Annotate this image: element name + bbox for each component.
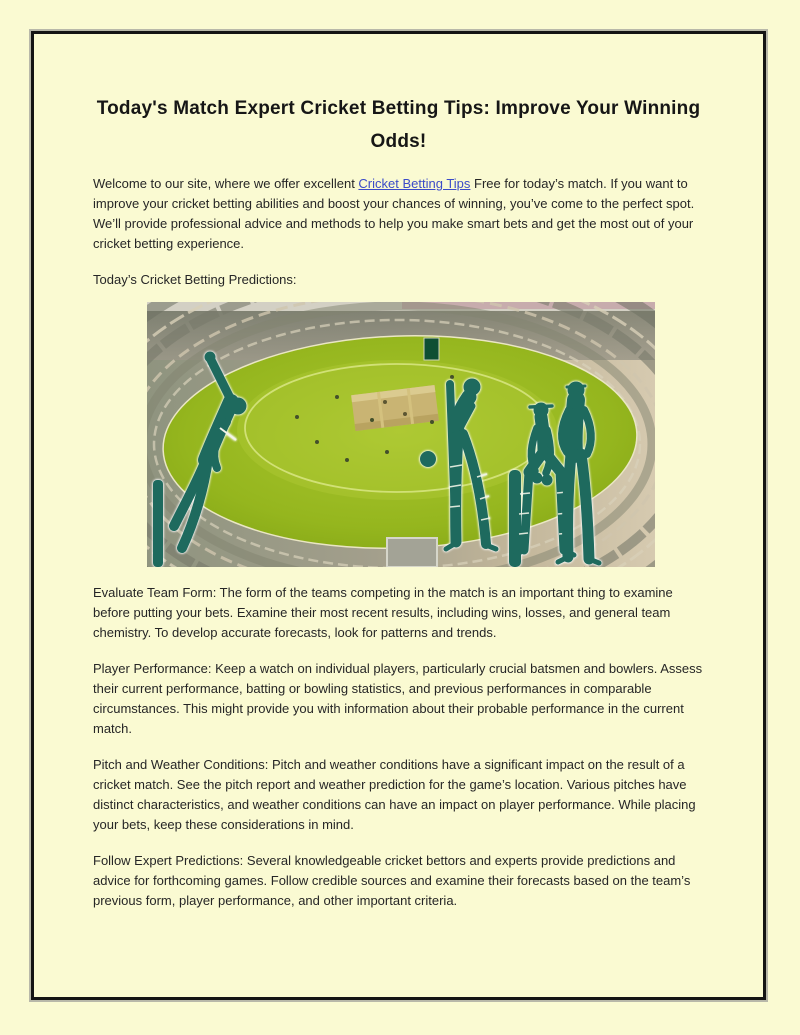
cricket-ball xyxy=(420,451,436,467)
stumps-left xyxy=(153,480,163,567)
stadium-illustration xyxy=(147,302,655,567)
expert-predictions-paragraph: Follow Expert Predictions: Several knowledgeable cricket bettors and experts provide predictions and advice for forthcoming games. Follow credible sources and examine their forecasts based on the team’s previous form, player performance, and other important criteria. xyxy=(93,853,691,908)
intro-paragraph xyxy=(93,174,704,254)
bottom-screen xyxy=(387,538,437,567)
page-title: Today's Match Expert Cricket Betting Tips: Improve Your Winning Odds! xyxy=(96,98,701,152)
team-form-paragraph: Evaluate Team Form: The form of the teams competing in the match is an important thing to examine before putting your bets. Examine their most recent results, including wins, losses, and general team chemistry. To develop accurate forecasts, look for patterns and trends. xyxy=(93,585,673,640)
page-frame xyxy=(31,31,766,1000)
predictions-heading: Today’s Cricket Betting Predictions: xyxy=(93,272,297,287)
intro-text-before-link: Welcome to our site, where we offer excellent xyxy=(93,176,359,191)
intro-text-after-link: Free for today’s match. If you want to improve your cricket betting abilities and boost your chances of winning, you’ve come to the perfect spot. We’ll provide professional advice and methods to help you make smart bets and get the most out of your cricket betting experience. xyxy=(93,176,695,251)
pitch-weather-paragraph: Pitch and Weather Conditions: Pitch and weather conditions have a significant impact on the result of a cricket match. See the pitch report and weather prediction for the game’s location. Various pitches have distinct characteristics, and weather conditions can have an impact on player performance. While placing your bets, keep these considerations in mind. xyxy=(93,757,696,832)
cricket-betting-tips-link[interactable]: Cricket Betting Tips xyxy=(358,176,471,191)
player-performance-paragraph: Player Performance: Keep a watch on individual players, particularly crucial batsmen and bowlers. Assess their current performance, batting or bowling statistics, and previous performances in comparable circumstances. This might provide you with information about their probable performance in the current match. xyxy=(93,661,703,736)
sight-screen xyxy=(424,338,439,360)
